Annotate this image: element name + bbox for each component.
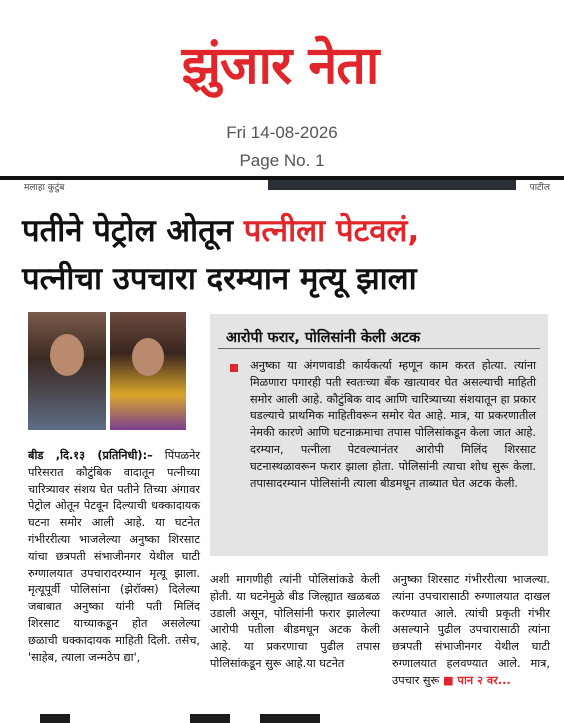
dateline: बीड ,दि.१३ (प्रतिनिधी):– [28,449,153,462]
continued-on-page-link[interactable]: ■ पान २ वर... [442,673,511,687]
photo-wife [110,312,186,430]
clip-photo-fragment [268,180,516,190]
article-column-1 [28,448,200,666]
clip-fragment [40,714,70,723]
page-number: Page No. 1 [239,151,325,170]
clipping-top-strip [0,180,564,192]
photo-face [50,334,84,376]
article-column-3 [392,572,550,690]
article-column-2 [210,572,380,673]
clip-fragment-right: पाटील [529,183,550,193]
headline-part-red: पत्नीला पेटवलं, [243,213,420,249]
sidebar-box-divider [218,348,540,349]
column-text: पिंपळनेर परिसरात कौटुंबिक वादातून पत्नीच्या चारित्र्यावर संशय घेत पतीने तिच्या अंगावर पेट्रोल ओतून पेटवून दिल्याची धक्कादायक घटना समोर आली आहे. या घटनेत गंभीररीत्या भाजलेल्या अनुष्का शिरसाट यांचा छत्रपती संभाजीनगर येथील घाटी रुग्णालयात उपचारादरम्यान मृत्यू झाला. मृत्यूपूर्वी पोलिसांना (झेरॉक्स) दिलेल्या जबाबात अनुष्का यांनी पती मिलिंद शिरसाट याच्याकडून होत असलेल्या छळाची धक्कादायक माहिती दिली. तसेच, 'साहेब, त्याला जन्मठेप द्या', [28,449,200,664]
clipping-bottom-strip [0,712,564,723]
sidebar-box-title: आरोपी फरार, पोलिसांनी केली अटक [226,330,421,346]
masthead [0,0,564,178]
newspaper-logo: झुंजार नेता [181,36,379,96]
sidebar-box-text: अनुष्का या अंगणवाडी कार्यकर्त्या म्हणून काम करत होत्या. त्यांना मिळणारा पगारही पती स्वतःच्या बँक खात्यावर घेत असल्याची माहिती समोर आली आहे. कौटुंबिक वाद आणि चारित्र्याच्या संशयातून हा प्रकार घडल्याचे प्राथमिक माहितीवरून समोर येत आहे. मात्र, या प्रकरणातील नेमकी कारणे आणि घटनाक्रमाचा तपास पोलिसांकडून केला जात आहे. दरम्यान, पत्नीला पेटवल्यानंतर आरोपी मिलिंद शिरसाट घटनास्थळावरून फरार झाला होता. पोलिसांनी त्याचा शोध सुरू केला. तपासादरम्यान पोलिसांनी त्याला बीडमधून ताब्यात घेत अटक केली. [250,359,536,490]
clip-fragment [260,714,320,723]
clip-fragment [190,714,230,723]
clip-fragment-left: मलाहा कुटुंब [24,183,65,193]
column-text: अनुष्का शिरसाट गंभीररीत्या भाजल्या. त्यांना उपचारासाठी रुग्णालयात दाखल करण्यात आले. त्यांची प्रकृती गंभीर असल्याने पुढील उपचारासाठी त्यांना छत्रपती संभाजीनगर येथील घाटी रुग्णालयात हलवण्यात आले. मात्र, उपचार सुरू [392,573,550,687]
column-text: अशी मागणीही त्यांनी पोलिसांकडे केली होती. या घटनेमुळे बीड जिल्ह्यात खळबळ उडाली असून, पोलिसांनी फरार झालेल्या आरोपी पतीला बीडमधून अटक केली आहे. या प्रकरणाचा पुढील तपास पोलिसांकडून सुरू आहे.या घटनेत [210,573,380,670]
photo-husband [28,312,106,430]
photo-face [132,338,164,376]
headline-line-1 [22,212,552,250]
issue-date: Fri 14-08-2026 [226,123,338,142]
headline-part-black: पतीने पेट्रोल ओतून [22,213,244,249]
bullet-square-icon [230,364,238,372]
headline-line-2: पत्नीचा उपचारा दरम्यान मृत्यू झाला [22,261,417,297]
